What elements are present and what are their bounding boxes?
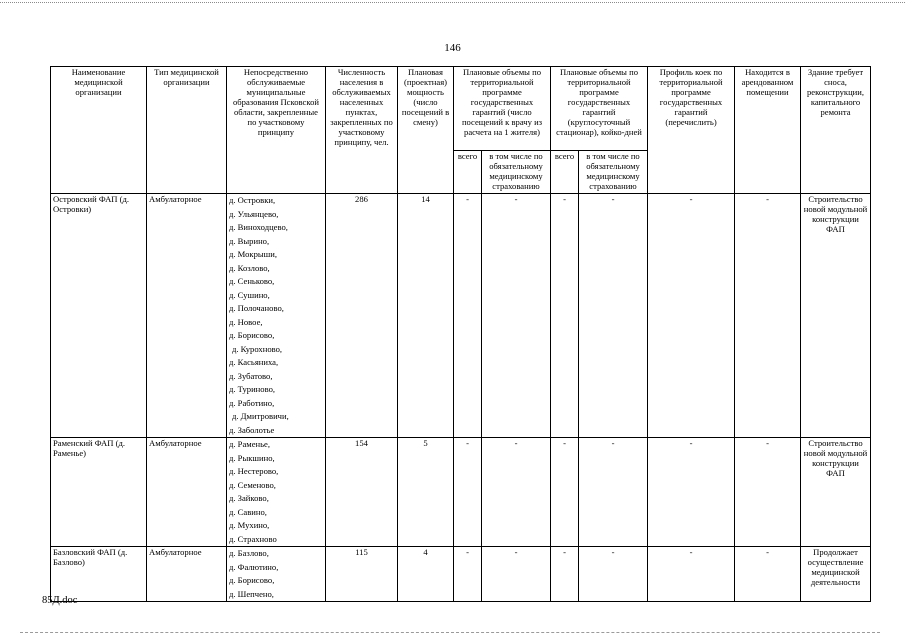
village-item: д. Ульянцево, — [229, 208, 279, 219]
visits-total-value: - — [454, 547, 482, 602]
village-item: д. Новое, — [229, 316, 263, 327]
header-population: Численность населения в обслуживаемых населенных пунктах, закрепленных по участковому принципу, чел. — [326, 67, 398, 194]
village-item: д. Касьяниха, — [229, 357, 279, 367]
village-item: д. Семеново, — [229, 479, 276, 490]
header-rented: Находится в арендованном помещении — [735, 67, 801, 194]
header-planned-beds: Плановые объемы по территориальной программе государственных гарантий (круглосуточный стационар), койко-дней — [551, 67, 648, 151]
village-item: д. Курохново, — [232, 343, 283, 354]
bed-profile-value: - — [648, 438, 735, 547]
org-type: Амбулаторное — [147, 547, 227, 602]
village-item: д. Мокрыши, — [229, 249, 278, 259]
village-item: д. Борисово, — [229, 575, 275, 585]
village-item: д. Сеньково, — [229, 276, 275, 286]
table-row — [51, 438, 871, 547]
org-type: Амбулаторное — [147, 194, 227, 438]
scan-edge-top — [0, 2, 905, 3]
header-name: Наименование медицинской организации — [51, 67, 147, 194]
village-item: д. Нестерово, — [229, 466, 279, 476]
village-item: д. Борисово, — [229, 330, 275, 340]
capacity-value: 14 — [398, 194, 454, 438]
header-type: Тип медицинской организации — [147, 67, 227, 194]
visits-total-value: - — [454, 438, 482, 547]
header-capacity: Плановая (проектная) мощность (число посещений в смену) — [398, 67, 454, 194]
village-item: д. Мухино, — [229, 520, 270, 530]
table-row — [51, 194, 871, 438]
village-list — [227, 438, 326, 547]
village-item: д. Вырино, — [229, 235, 270, 246]
village-item: д. Полочаново, — [229, 303, 284, 313]
visits-oms-value: - — [482, 194, 551, 438]
table-row — [51, 547, 871, 602]
population-value: 115 — [326, 547, 398, 602]
building-value: Строительство новой модульной конструкции ФАП — [801, 194, 871, 438]
org-name: Островский ФАП (д. Островки) — [51, 194, 147, 438]
village-item: д. Туриново, — [229, 384, 276, 394]
header-building: Здание требует сноса, реконструкции, капитального ремонта — [801, 67, 871, 194]
rented-value: - — [735, 438, 801, 547]
village-item: д. Фалютино, — [229, 561, 279, 572]
beds-oms-value: - — [579, 547, 648, 602]
village-item: д. Раменье, — [229, 439, 270, 449]
village-item: д. Зубатово, — [229, 370, 273, 381]
village-item: д. Виноходцево, — [229, 222, 288, 232]
village-item: д. Островки, — [229, 195, 276, 205]
village-item: д. Работино, — [229, 397, 275, 408]
village-item: д. Савино, — [229, 506, 267, 517]
page-number: 146 — [444, 42, 461, 54]
bed-profile-value: - — [648, 194, 735, 438]
village-list — [227, 194, 326, 438]
beds-oms-value: - — [579, 438, 648, 547]
org-name: Базловский ФАП (д. Базлово) — [51, 547, 147, 602]
beds-oms-value: - — [579, 194, 648, 438]
building-value: Строительство новой модульной конструкции ФАП — [801, 438, 871, 547]
village-list — [227, 547, 326, 602]
building-value: Продолжает осуществление медицинской деятельности — [801, 547, 871, 602]
header-served-areas: Непосредственно обслуживаемые муниципальные образования Псковской области, закрепленные по участковому принципу — [227, 67, 326, 194]
village-item: д. Страхново — [229, 533, 277, 544]
visits-total-value: - — [454, 194, 482, 438]
village-item: д. Сушино, — [229, 289, 270, 300]
population-value: 286 — [326, 194, 398, 438]
org-type: Амбулаторное — [147, 438, 227, 547]
header-visits-total: всего — [454, 151, 482, 194]
bed-profile-value: - — [648, 547, 735, 602]
header-beds-oms: в том числе по обязательному медицинскому страхованию — [579, 151, 648, 194]
medical-organizations-table — [50, 66, 871, 602]
header-beds-total: всего — [551, 151, 579, 194]
village-item: д. Шепченo, — [229, 588, 274, 599]
village-item: д. Заболотье — [229, 424, 275, 435]
population-value: 154 — [326, 438, 398, 547]
visits-oms-value: - — [482, 547, 551, 602]
rented-value: - — [735, 547, 801, 602]
header-visits-oms: в том числе по обязательному медицинскому страхованию — [482, 151, 551, 194]
beds-total-value: - — [551, 547, 579, 602]
village-item: д. Козлово, — [229, 262, 270, 273]
village-item: д. Зайково, — [229, 493, 269, 503]
visits-oms-value: - — [482, 438, 551, 547]
beds-total-value: - — [551, 194, 579, 438]
village-item: д. Дмитровичи, — [232, 411, 289, 421]
capacity-value: 5 — [398, 438, 454, 547]
beds-total-value: - — [551, 438, 579, 547]
header-bed-profile: Профиль коек по территориальной программе государственных гарантий (перечислить) — [648, 67, 735, 194]
village-item: д. Базлово, — [229, 548, 269, 558]
scan-edge-bottom — [20, 632, 880, 633]
header-planned-visits: Плановые объемы по территориальной программе государственных гарантий (число посещений к врачу из расчета на 1 жителя) — [454, 67, 551, 151]
rented-value: - — [735, 194, 801, 438]
org-name: Раменский ФАП (д. Раменье) — [51, 438, 147, 547]
village-item: д. Рыкшино, — [229, 452, 275, 463]
document-filename: 85Д.doc — [42, 595, 78, 606]
capacity-value: 4 — [398, 547, 454, 602]
